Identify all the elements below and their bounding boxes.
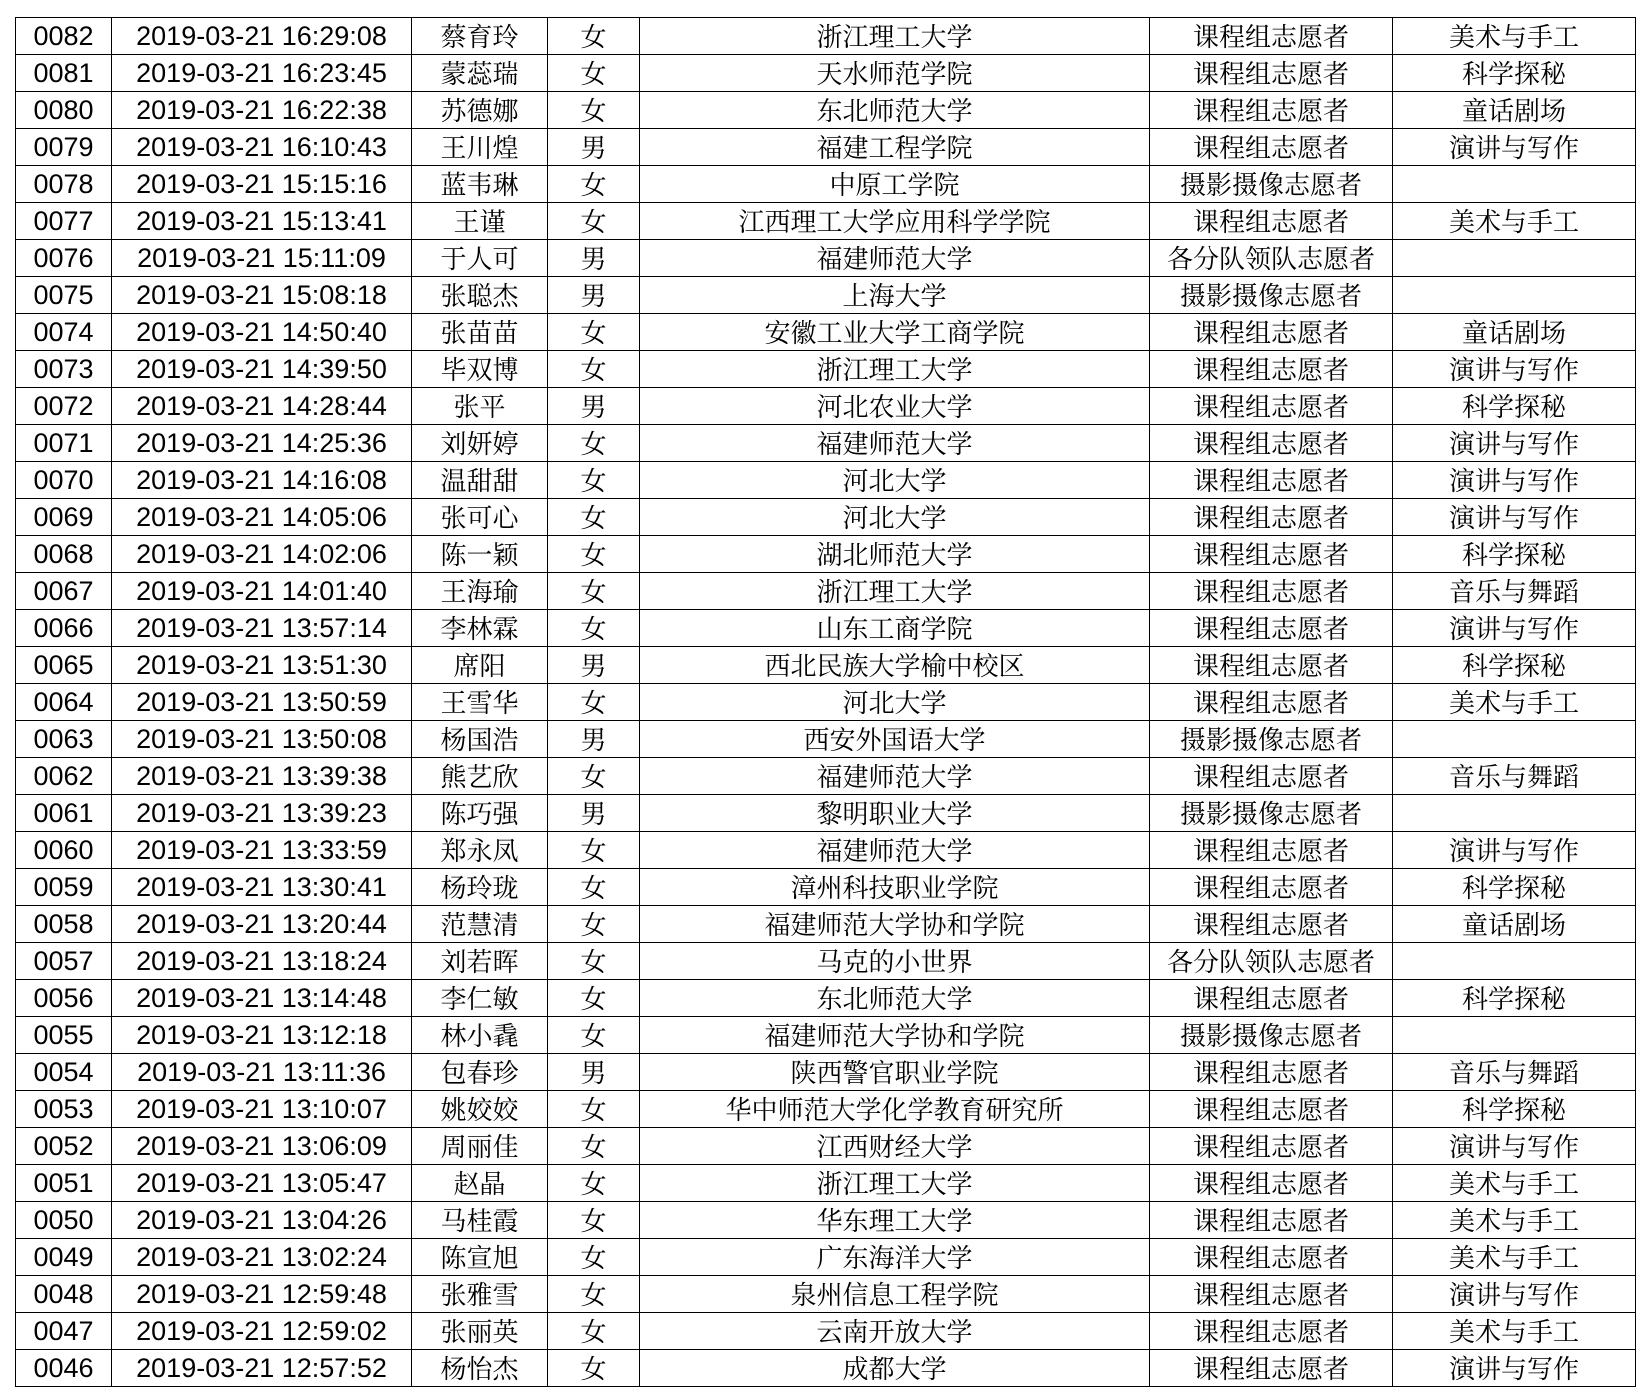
course-cell: 演讲与写作 <box>1393 129 1636 166</box>
record-id-cell: 0060 <box>16 832 112 869</box>
school-cell: 福建师范大学协和学院 <box>640 906 1150 943</box>
submit-time-cell: 2019-03-21 12:59:02 <box>112 1313 412 1350</box>
course-cell: 音乐与舞蹈 <box>1393 1054 1636 1091</box>
volunteer-name-cell: 蔡育玲 <box>412 18 548 55</box>
course-cell: 美术与手工 <box>1393 1202 1636 1239</box>
course-cell <box>1393 943 1636 980</box>
record-id-cell: 0065 <box>16 647 112 684</box>
record-id-cell: 0054 <box>16 1054 112 1091</box>
course-cell: 科学探秘 <box>1393 980 1636 1017</box>
gender-cell: 女 <box>548 55 640 92</box>
volunteer-role-cell: 课程组志愿者 <box>1150 55 1393 92</box>
volunteer-role-cell: 课程组志愿者 <box>1150 869 1393 906</box>
record-id-cell: 0077 <box>16 203 112 240</box>
table-row <box>16 1054 1636 1091</box>
gender-cell: 女 <box>548 869 640 906</box>
record-id-cell: 0057 <box>16 943 112 980</box>
course-cell <box>1393 166 1636 203</box>
course-cell: 美术与手工 <box>1393 684 1636 721</box>
volunteer-role-cell: 摄影摄像志愿者 <box>1150 277 1393 314</box>
volunteer-role-cell: 课程组志愿者 <box>1150 314 1393 351</box>
volunteer-name-cell: 李仁敏 <box>412 980 548 1017</box>
school-cell: 浙江理工大学 <box>640 573 1150 610</box>
school-cell: 浙江理工大学 <box>640 351 1150 388</box>
volunteer-role-cell: 课程组志愿者 <box>1150 684 1393 721</box>
submit-time-cell: 2019-03-21 13:11:36 <box>112 1054 412 1091</box>
record-id-cell: 0051 <box>16 1165 112 1202</box>
school-cell: 马克的小世界 <box>640 943 1150 980</box>
school-cell: 东北师范大学 <box>640 92 1150 129</box>
course-cell: 科学探秘 <box>1393 647 1636 684</box>
volunteer-role-cell: 课程组志愿者 <box>1150 1239 1393 1276</box>
table-row <box>16 684 1636 721</box>
gender-cell: 女 <box>548 573 640 610</box>
school-cell: 华中师范大学化学教育研究所 <box>640 1091 1150 1128</box>
record-id-cell: 0082 <box>16 18 112 55</box>
record-id-cell: 0056 <box>16 980 112 1017</box>
record-id-cell: 0080 <box>16 92 112 129</box>
record-id-cell: 0070 <box>16 462 112 499</box>
course-cell <box>1393 277 1636 314</box>
submit-time-cell: 2019-03-21 13:51:30 <box>112 647 412 684</box>
submit-time-cell: 2019-03-21 13:10:07 <box>112 1091 412 1128</box>
volunteer-name-cell: 包春珍 <box>412 1054 548 1091</box>
volunteer-name-cell: 张可心 <box>412 499 548 536</box>
school-cell: 河北大学 <box>640 499 1150 536</box>
volunteer-name-cell: 李林霖 <box>412 610 548 647</box>
school-cell: 广东海洋大学 <box>640 1239 1150 1276</box>
volunteer-role-cell: 课程组志愿者 <box>1150 573 1393 610</box>
volunteer-role-cell: 课程组志愿者 <box>1150 203 1393 240</box>
gender-cell: 男 <box>548 388 640 425</box>
course-cell: 演讲与写作 <box>1393 610 1636 647</box>
volunteer-role-cell: 课程组志愿者 <box>1150 1313 1393 1350</box>
record-id-cell: 0049 <box>16 1239 112 1276</box>
gender-cell: 女 <box>548 1239 640 1276</box>
course-cell: 演讲与写作 <box>1393 499 1636 536</box>
course-cell: 演讲与写作 <box>1393 832 1636 869</box>
school-cell: 河北大学 <box>640 462 1150 499</box>
volunteer-role-cell: 课程组志愿者 <box>1150 758 1393 795</box>
volunteer-name-cell: 王海瑜 <box>412 573 548 610</box>
volunteer-name-cell: 苏德娜 <box>412 92 548 129</box>
record-id-cell: 0081 <box>16 55 112 92</box>
submit-time-cell: 2019-03-21 13:14:48 <box>112 980 412 1017</box>
volunteer-role-cell: 摄影摄像志愿者 <box>1150 721 1393 758</box>
table-row <box>16 1202 1636 1239</box>
submit-time-cell: 2019-03-21 15:08:18 <box>112 277 412 314</box>
gender-cell: 女 <box>548 906 640 943</box>
gender-cell: 女 <box>548 92 640 129</box>
gender-cell: 女 <box>548 1276 640 1313</box>
course-cell: 演讲与写作 <box>1393 462 1636 499</box>
table-row <box>16 351 1636 388</box>
school-cell: 陕西警官职业学院 <box>640 1054 1150 1091</box>
school-cell: 江西财经大学 <box>640 1128 1150 1165</box>
gender-cell: 女 <box>548 1128 640 1165</box>
school-cell: 安徽工业大学工商学院 <box>640 314 1150 351</box>
submit-time-cell: 2019-03-21 13:39:23 <box>112 795 412 832</box>
gender-cell: 男 <box>548 240 640 277</box>
volunteer-role-cell: 课程组志愿者 <box>1150 906 1393 943</box>
record-id-cell: 0066 <box>16 610 112 647</box>
school-cell: 天水师范学院 <box>640 55 1150 92</box>
gender-cell: 女 <box>548 832 640 869</box>
volunteer-name-cell: 蓝韦琳 <box>412 166 548 203</box>
volunteer-name-cell: 王谨 <box>412 203 548 240</box>
submit-time-cell: 2019-03-21 15:15:16 <box>112 166 412 203</box>
gender-cell: 女 <box>548 314 640 351</box>
volunteer-name-cell: 张雅雪 <box>412 1276 548 1313</box>
record-id-cell: 0050 <box>16 1202 112 1239</box>
submit-time-cell: 2019-03-21 12:57:52 <box>112 1350 412 1387</box>
course-cell: 科学探秘 <box>1393 869 1636 906</box>
submit-time-cell: 2019-03-21 16:29:08 <box>112 18 412 55</box>
record-id-cell: 0078 <box>16 166 112 203</box>
record-id-cell: 0055 <box>16 1017 112 1054</box>
course-cell <box>1393 721 1636 758</box>
course-cell: 美术与手工 <box>1393 203 1636 240</box>
record-id-cell: 0068 <box>16 536 112 573</box>
table-row <box>16 1350 1636 1387</box>
gender-cell: 女 <box>548 462 640 499</box>
course-cell: 演讲与写作 <box>1393 1350 1636 1387</box>
volunteer-name-cell: 张苗苗 <box>412 314 548 351</box>
submit-time-cell: 2019-03-21 13:05:47 <box>112 1165 412 1202</box>
roster-body <box>16 18 1636 1387</box>
volunteer-name-cell: 郑永凤 <box>412 832 548 869</box>
table-row <box>16 832 1636 869</box>
volunteer-role-cell: 课程组志愿者 <box>1150 1350 1393 1387</box>
volunteer-role-cell: 课程组志愿者 <box>1150 1202 1393 1239</box>
gender-cell: 女 <box>548 684 640 721</box>
course-cell: 童话剧场 <box>1393 906 1636 943</box>
volunteer-name-cell: 毕双博 <box>412 351 548 388</box>
school-cell: 河北农业大学 <box>640 388 1150 425</box>
table-row <box>16 943 1636 980</box>
submit-time-cell: 2019-03-21 13:20:44 <box>112 906 412 943</box>
volunteer-role-cell: 课程组志愿者 <box>1150 462 1393 499</box>
gender-cell: 女 <box>548 980 640 1017</box>
table-row <box>16 55 1636 92</box>
volunteer-name-cell: 张丽英 <box>412 1313 548 1350</box>
gender-cell: 女 <box>548 943 640 980</box>
table-row <box>16 647 1636 684</box>
volunteer-role-cell: 课程组志愿者 <box>1150 499 1393 536</box>
table-row <box>16 499 1636 536</box>
gender-cell: 女 <box>548 166 640 203</box>
table-row <box>16 906 1636 943</box>
volunteer-name-cell: 周丽佳 <box>412 1128 548 1165</box>
submit-time-cell: 2019-03-21 15:11:09 <box>112 240 412 277</box>
submit-time-cell: 2019-03-21 12:59:48 <box>112 1276 412 1313</box>
submit-time-cell: 2019-03-21 16:10:43 <box>112 129 412 166</box>
gender-cell: 女 <box>548 610 640 647</box>
submit-time-cell: 2019-03-21 14:25:36 <box>112 425 412 462</box>
table-row <box>16 1313 1636 1350</box>
gender-cell: 女 <box>548 425 640 462</box>
submit-time-cell: 2019-03-21 14:05:06 <box>112 499 412 536</box>
gender-cell: 女 <box>548 351 640 388</box>
submit-time-cell: 2019-03-21 13:02:24 <box>112 1239 412 1276</box>
school-cell: 漳州科技职业学院 <box>640 869 1150 906</box>
table-row <box>16 462 1636 499</box>
table-row <box>16 1239 1636 1276</box>
volunteer-role-cell: 摄影摄像志愿者 <box>1150 1017 1393 1054</box>
table-row <box>16 388 1636 425</box>
volunteer-role-cell: 课程组志愿者 <box>1150 129 1393 166</box>
table-row <box>16 795 1636 832</box>
submit-time-cell: 2019-03-21 13:12:18 <box>112 1017 412 1054</box>
record-id-cell: 0072 <box>16 388 112 425</box>
volunteer-role-cell: 课程组志愿者 <box>1150 980 1393 1017</box>
record-id-cell: 0053 <box>16 1091 112 1128</box>
table-row <box>16 240 1636 277</box>
table-row <box>16 980 1636 1017</box>
school-cell: 上海大学 <box>640 277 1150 314</box>
volunteer-role-cell: 课程组志愿者 <box>1150 1054 1393 1091</box>
record-id-cell: 0067 <box>16 573 112 610</box>
table-row <box>16 1276 1636 1313</box>
gender-cell: 男 <box>548 1054 640 1091</box>
record-id-cell: 0069 <box>16 499 112 536</box>
record-id-cell: 0071 <box>16 425 112 462</box>
table-row <box>16 277 1636 314</box>
gender-cell: 男 <box>548 129 640 166</box>
school-cell: 黎明职业大学 <box>640 795 1150 832</box>
gender-cell: 女 <box>548 1165 640 1202</box>
volunteer-role-cell: 课程组志愿者 <box>1150 832 1393 869</box>
record-id-cell: 0073 <box>16 351 112 388</box>
submit-time-cell: 2019-03-21 15:13:41 <box>112 203 412 240</box>
volunteer-role-cell: 课程组志愿者 <box>1150 388 1393 425</box>
school-cell: 西安外国语大学 <box>640 721 1150 758</box>
record-id-cell: 0074 <box>16 314 112 351</box>
table-row <box>16 721 1636 758</box>
school-cell: 福建师范大学 <box>640 758 1150 795</box>
volunteer-name-cell: 姚姣姣 <box>412 1091 548 1128</box>
record-id-cell: 0058 <box>16 906 112 943</box>
volunteer-role-cell: 各分队领队志愿者 <box>1150 943 1393 980</box>
course-cell: 童话剧场 <box>1393 92 1636 129</box>
volunteer-role-cell: 摄影摄像志愿者 <box>1150 795 1393 832</box>
submit-time-cell: 2019-03-21 14:50:40 <box>112 314 412 351</box>
record-id-cell: 0061 <box>16 795 112 832</box>
table-row <box>16 18 1636 55</box>
volunteer-role-cell: 课程组志愿者 <box>1150 425 1393 462</box>
record-id-cell: 0048 <box>16 1276 112 1313</box>
table-row <box>16 1017 1636 1054</box>
table-row <box>16 314 1636 351</box>
submit-time-cell: 2019-03-21 14:01:40 <box>112 573 412 610</box>
submit-time-cell: 2019-03-21 16:22:38 <box>112 92 412 129</box>
course-cell <box>1393 1017 1636 1054</box>
volunteer-role-cell: 课程组志愿者 <box>1150 536 1393 573</box>
gender-cell: 男 <box>548 721 640 758</box>
course-cell: 音乐与舞蹈 <box>1393 758 1636 795</box>
table-row <box>16 1128 1636 1165</box>
school-cell: 福建工程学院 <box>640 129 1150 166</box>
volunteer-name-cell: 张平 <box>412 388 548 425</box>
table-row <box>16 203 1636 240</box>
course-cell: 美术与手工 <box>1393 1165 1636 1202</box>
gender-cell: 男 <box>548 795 640 832</box>
course-cell <box>1393 795 1636 832</box>
table-row <box>16 536 1636 573</box>
school-cell: 河北大学 <box>640 684 1150 721</box>
table-row <box>16 129 1636 166</box>
school-cell: 福建师范大学协和学院 <box>640 1017 1150 1054</box>
volunteer-role-cell: 课程组志愿者 <box>1150 1276 1393 1313</box>
course-cell: 科学探秘 <box>1393 1091 1636 1128</box>
table-row <box>16 166 1636 203</box>
volunteer-role-cell: 课程组志愿者 <box>1150 1128 1393 1165</box>
school-cell: 湖北师范大学 <box>640 536 1150 573</box>
submit-time-cell: 2019-03-21 14:39:50 <box>112 351 412 388</box>
gender-cell: 女 <box>548 1091 640 1128</box>
volunteer-role-cell: 各分队领队志愿者 <box>1150 240 1393 277</box>
record-id-cell: 0047 <box>16 1313 112 1350</box>
school-cell: 成都大学 <box>640 1350 1150 1387</box>
gender-cell: 男 <box>548 277 640 314</box>
course-cell: 演讲与写作 <box>1393 1276 1636 1313</box>
gender-cell: 女 <box>548 1350 640 1387</box>
course-cell: 美术与手工 <box>1393 1239 1636 1276</box>
course-cell: 科学探秘 <box>1393 536 1636 573</box>
volunteer-role-cell: 课程组志愿者 <box>1150 610 1393 647</box>
submit-time-cell: 2019-03-21 13:50:59 <box>112 684 412 721</box>
school-cell: 福建师范大学 <box>640 425 1150 462</box>
table-row <box>16 425 1636 462</box>
volunteer-role-cell: 课程组志愿者 <box>1150 1091 1393 1128</box>
course-cell: 科学探秘 <box>1393 388 1636 425</box>
volunteer-role-cell: 摄影摄像志愿者 <box>1150 166 1393 203</box>
volunteer-name-cell: 熊艺欣 <box>412 758 548 795</box>
school-cell: 华东理工大学 <box>640 1202 1150 1239</box>
submit-time-cell: 2019-03-21 14:02:06 <box>112 536 412 573</box>
gender-cell: 女 <box>548 536 640 573</box>
table-row <box>16 758 1636 795</box>
volunteer-name-cell: 王雪华 <box>412 684 548 721</box>
volunteer-role-cell: 课程组志愿者 <box>1150 1165 1393 1202</box>
school-cell: 中原工学院 <box>640 166 1150 203</box>
submit-time-cell: 2019-03-21 13:39:38 <box>112 758 412 795</box>
volunteer-name-cell: 杨玲珑 <box>412 869 548 906</box>
school-cell: 福建师范大学 <box>640 832 1150 869</box>
table-row <box>16 610 1636 647</box>
school-cell: 浙江理工大学 <box>640 1165 1150 1202</box>
submit-time-cell: 2019-03-21 13:30:41 <box>112 869 412 906</box>
submit-time-cell: 2019-03-21 14:28:44 <box>112 388 412 425</box>
submit-time-cell: 2019-03-21 16:23:45 <box>112 55 412 92</box>
volunteer-role-cell: 课程组志愿者 <box>1150 647 1393 684</box>
school-cell: 西北民族大学榆中校区 <box>640 647 1150 684</box>
course-cell: 音乐与舞蹈 <box>1393 573 1636 610</box>
gender-cell: 女 <box>548 1313 640 1350</box>
course-cell <box>1393 240 1636 277</box>
table-row <box>16 1165 1636 1202</box>
course-cell: 美术与手工 <box>1393 18 1636 55</box>
submit-time-cell: 2019-03-21 13:57:14 <box>112 610 412 647</box>
record-id-cell: 0052 <box>16 1128 112 1165</box>
table-row <box>16 869 1636 906</box>
school-cell: 福建师范大学 <box>640 240 1150 277</box>
volunteer-name-cell: 刘若晖 <box>412 943 548 980</box>
course-cell: 美术与手工 <box>1393 1313 1636 1350</box>
school-cell: 江西理工大学应用科学学院 <box>640 203 1150 240</box>
record-id-cell: 0059 <box>16 869 112 906</box>
table-row <box>16 573 1636 610</box>
school-cell: 云南开放大学 <box>640 1313 1150 1350</box>
volunteer-roster-table <box>15 17 1636 1387</box>
table-row <box>16 92 1636 129</box>
record-id-cell: 0079 <box>16 129 112 166</box>
gender-cell: 女 <box>548 203 640 240</box>
submit-time-cell: 2019-03-21 13:50:08 <box>112 721 412 758</box>
volunteer-name-cell: 王川煌 <box>412 129 548 166</box>
volunteer-name-cell: 陈宣旭 <box>412 1239 548 1276</box>
submit-time-cell: 2019-03-21 13:18:24 <box>112 943 412 980</box>
course-cell: 科学探秘 <box>1393 55 1636 92</box>
volunteer-name-cell: 温甜甜 <box>412 462 548 499</box>
gender-cell: 男 <box>548 647 640 684</box>
record-id-cell: 0076 <box>16 240 112 277</box>
volunteer-name-cell: 陈巧强 <box>412 795 548 832</box>
volunteer-name-cell: 陈一颖 <box>412 536 548 573</box>
submit-time-cell: 2019-03-21 13:04:26 <box>112 1202 412 1239</box>
gender-cell: 女 <box>548 18 640 55</box>
volunteer-name-cell: 赵晶 <box>412 1165 548 1202</box>
record-id-cell: 0063 <box>16 721 112 758</box>
volunteer-name-cell: 杨怡杰 <box>412 1350 548 1387</box>
volunteer-name-cell: 刘妍婷 <box>412 425 548 462</box>
school-cell: 泉州信息工程学院 <box>640 1276 1150 1313</box>
volunteer-name-cell: 林小毳 <box>412 1017 548 1054</box>
school-cell: 山东工商学院 <box>640 610 1150 647</box>
gender-cell: 女 <box>548 1202 640 1239</box>
course-cell: 演讲与写作 <box>1393 351 1636 388</box>
record-id-cell: 0064 <box>16 684 112 721</box>
course-cell: 童话剧场 <box>1393 314 1636 351</box>
course-cell: 演讲与写作 <box>1393 1128 1636 1165</box>
record-id-cell: 0062 <box>16 758 112 795</box>
submit-time-cell: 2019-03-21 13:33:59 <box>112 832 412 869</box>
volunteer-name-cell: 蒙蕊瑞 <box>412 55 548 92</box>
school-cell: 浙江理工大学 <box>640 18 1150 55</box>
volunteer-name-cell: 席阳 <box>412 647 548 684</box>
record-id-cell: 0075 <box>16 277 112 314</box>
submit-time-cell: 2019-03-21 13:06:09 <box>112 1128 412 1165</box>
course-cell: 演讲与写作 <box>1393 425 1636 462</box>
volunteer-role-cell: 课程组志愿者 <box>1150 92 1393 129</box>
school-cell: 东北师范大学 <box>640 980 1150 1017</box>
volunteer-name-cell: 张聪杰 <box>412 277 548 314</box>
volunteer-name-cell: 杨国浩 <box>412 721 548 758</box>
volunteer-name-cell: 范慧清 <box>412 906 548 943</box>
record-id-cell: 0046 <box>16 1350 112 1387</box>
volunteer-role-cell: 课程组志愿者 <box>1150 18 1393 55</box>
gender-cell: 女 <box>548 499 640 536</box>
volunteer-name-cell: 于人可 <box>412 240 548 277</box>
submit-time-cell: 2019-03-21 14:16:08 <box>112 462 412 499</box>
table-row <box>16 1091 1636 1128</box>
volunteer-name-cell: 马桂霞 <box>412 1202 548 1239</box>
gender-cell: 女 <box>548 758 640 795</box>
gender-cell: 女 <box>548 1017 640 1054</box>
volunteer-role-cell: 课程组志愿者 <box>1150 351 1393 388</box>
